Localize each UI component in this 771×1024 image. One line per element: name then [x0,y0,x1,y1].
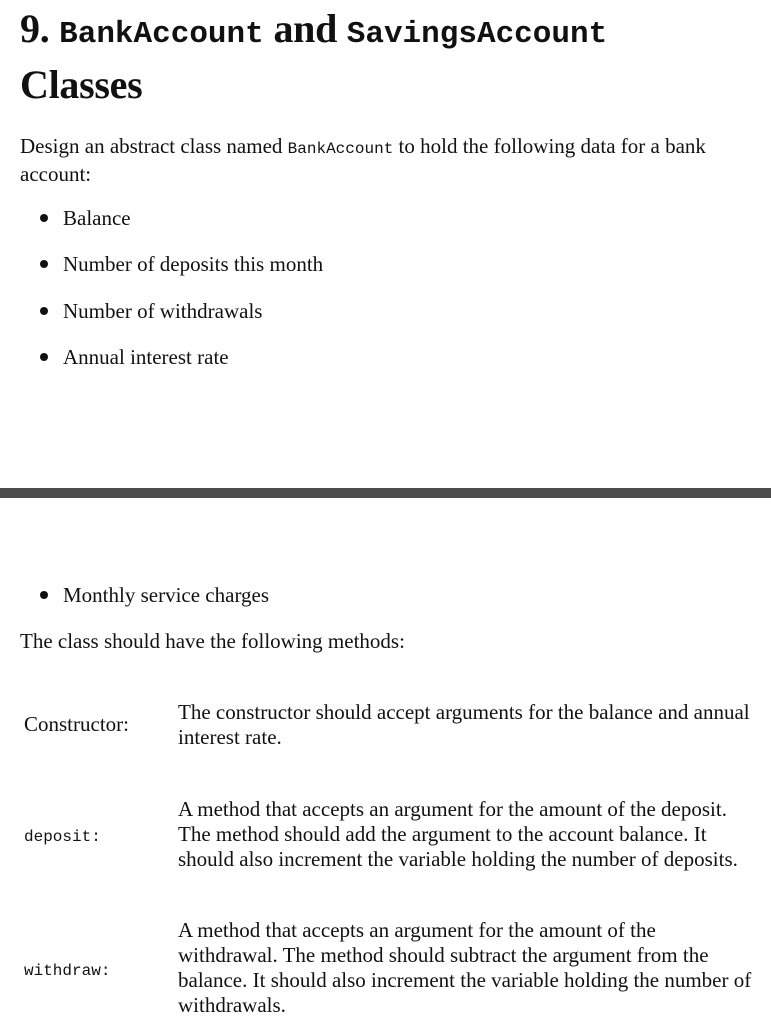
method-description: A method that accepts an argument for the amount of the withdrawal. The method should subtract the argument from the balance. It should also increment the variable holding the number of withdrawals. [178,918,752,1017]
list-item-text: Monthly service charges [63,583,270,607]
method-name: withdraw: [24,962,111,980]
title-classes: Classes [20,62,143,107]
list-item-text: Balance [63,206,131,230]
bullet-icon [40,214,48,222]
page-title [20,4,760,110]
intro-paragraph [20,134,755,187]
page-top [0,0,771,488]
list-item-text: Number of deposits this month [63,252,324,276]
page-divider [0,488,771,498]
method-name: Constructor: [24,712,129,736]
list-item-text: Annual interest rate [63,345,229,369]
method-description: The constructor should accept arguments for the balance and annual interest rate. [178,700,750,749]
bullet-icon [40,591,48,599]
method-name: deposit: [24,828,101,846]
title-class-bankaccount: BankAccount [59,17,264,52]
title-class-savingsaccount: SavingsAccount [346,17,608,52]
intro-code-bankaccount: BankAccount [287,140,394,158]
methods-intro: The class should have the following methods: [20,629,405,653]
title-and: and [273,6,338,51]
intro-text-after: to hold the following data for a bank account: [20,134,706,186]
method-description: A method that accepts an argument for the amount of the deposit. The method should add the argument to the account balance. It should also increment the variable holding the number of deposits. [178,797,738,871]
bullet-icon [40,353,48,361]
title-number: 9. [20,6,50,51]
list-item-text: Number of withdrawals [63,299,263,323]
bullet-icon [40,260,48,268]
bullet-icon [40,307,48,315]
intro-text-before: Design an abstract class named [20,134,283,158]
